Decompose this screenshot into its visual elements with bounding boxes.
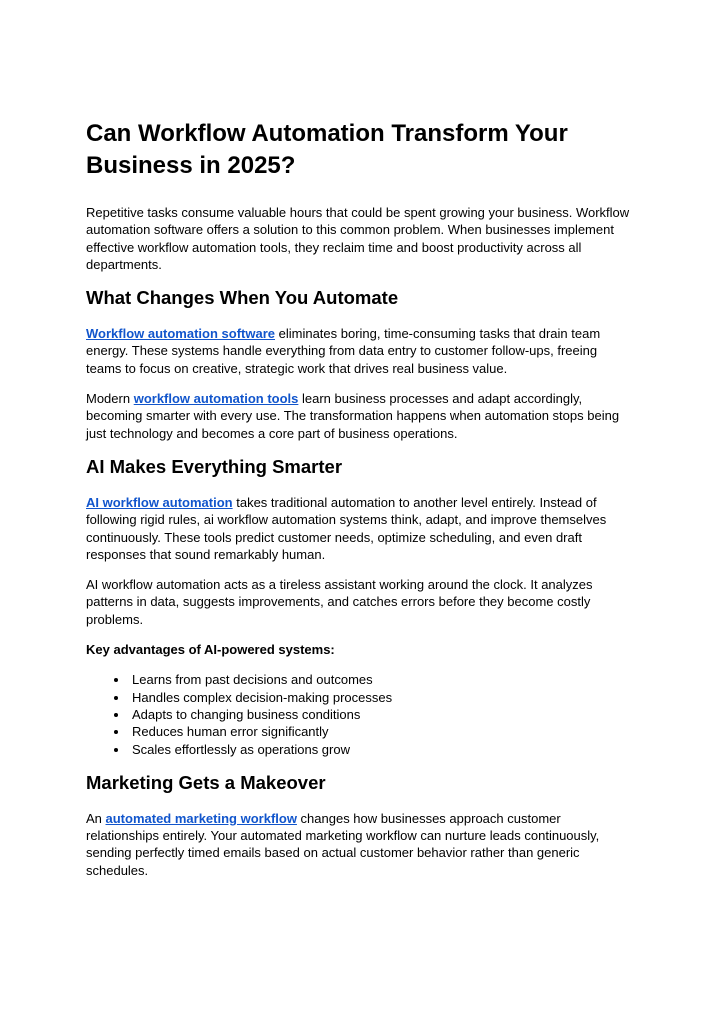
paragraph-ai-automation <box>86 494 634 563</box>
list-item: • Handles complex decision-making processes <box>129 689 634 706</box>
list-lead: Key advantages of AI-powered systems: <box>86 642 335 658</box>
page-title: Can Workflow Automation Transform Your Business in 2025? <box>86 120 568 179</box>
link-workflow-automation-software[interactable]: Workflow automation software <box>86 326 275 342</box>
paragraph-automation-software <box>86 325 634 377</box>
paragraph-text: takes traditional automation to another level entirely. Instead of following rigid rules, ai workflow automation systems think, adapt, and improve themselves continuously. These tools predict customer needs, optimize scheduling, and even draft responses that sound remarkably human. <box>86 494 607 562</box>
paragraph-text: An <box>86 810 106 826</box>
paragraph-text: Modern <box>86 391 134 407</box>
section-heading-marketing: Marketing Gets a Makeover <box>86 771 326 793</box>
link-workflow-automation-tools[interactable]: workflow automation tools <box>133 391 299 407</box>
intro-paragraph: Repetitive tasks consume valuable hours that could be spent growing your business. Workflow automation software offers a solution to this common problem. When businesses implement effective workflow automation tools, they reclaim time and boost productivity across all departments. <box>86 205 630 272</box>
link-ai-workflow-automation[interactable]: AI workflow automation <box>86 494 233 510</box>
paragraph-ai-assistant <box>86 576 634 628</box>
paragraph-marketing-workflow <box>86 810 634 879</box>
list-item: • Learns from past decisions and outcomes <box>129 671 634 688</box>
paragraph-automation-tools <box>86 390 634 442</box>
advantages-list <box>86 671 634 757</box>
list-item: • Reduces human error significantly <box>129 723 634 740</box>
paragraph-text: eliminates boring, time-consuming tasks that drain team energy. These systems handle everything from data entry to customer follow-ups, freeing teams to focus on creative, strategic work that drives real business value. <box>86 326 601 376</box>
link-automated-marketing-workflow[interactable]: automated marketing workflow <box>105 810 297 826</box>
list-item: • Scales effortlessly as operations grow <box>129 741 634 758</box>
section-heading-what-changes: What Changes When You Automate <box>86 287 399 309</box>
paragraph-text: AI workflow automation acts as a tireless assistant working around the clock. It analyzes patterns in data, suggests improvements, and catches errors before they become costly problems. <box>86 577 593 627</box>
section-heading-ai-smarter: AI Makes Everything Smarter <box>86 455 343 477</box>
paragraph-text: changes how businesses approach customer relationships entirely. Your automated marketing workflow can nurture leads continuously, sending perfectly timed emails based on actual customer behavior rather than generic schedules. <box>86 810 600 878</box>
paragraph-text: learn business processes and adapt accordingly, becoming smarter with every use. The transformation happens when automation stops being just technology and becomes a core part of business operations. <box>86 391 620 441</box>
list-item: • Adapts to changing business conditions <box>129 706 634 723</box>
